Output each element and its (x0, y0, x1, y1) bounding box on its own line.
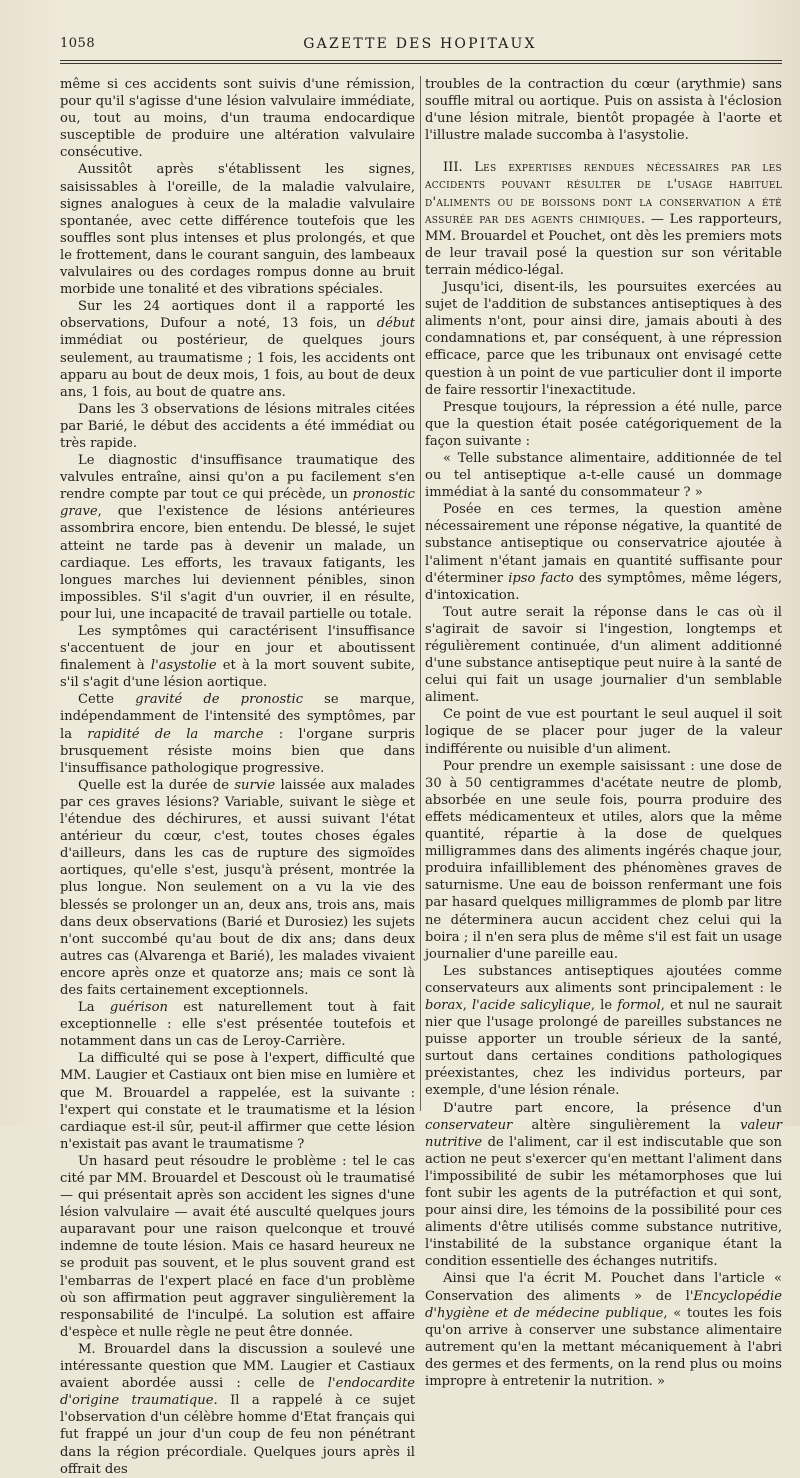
paragraph: Tout autre serait la réponse dans le cas où il s'agirait de savoir si l'ingestion, longtemps et régulièrement continuée, d'un aliment additionné d'une substance antiseptique peut nuire à la santé de celui qui fait un usage journalier d'un semblable aliment. (425, 604, 782, 706)
paragraph: Cette gravité de pronostic se marque, indépendamment de l'intensité des symptômes, par la rapidité de la marche : l'organe surpris brusquement résiste moins bien que dans l'insuffisance pathologique progressive. (60, 692, 416, 776)
running-title: GAZETTE DES HOPITAUX (303, 36, 537, 52)
column-divider (420, 76, 421, 1111)
paragraph: Ce point de vue est pourtant le seul auquel il soit logique de se placer pour juger de la valeur indifférente ou nuisible d'un aliment. (425, 707, 782, 757)
header-rule-thin (60, 63, 782, 64)
paragraph: D'autre part encore, la présence d'un conservateur altère singulièrement la valeur nutritive de l'aliment, car il est indiscutable que son action ne peut s'exercer qu'en mettant l'aliment dans l'impossibilité de subir les métamorphoses que lui font subir les agents de la putréfaction et qui sont, pour ainsi dire, les témoins de la possibilité pour ces aliments d'être utilisés comme substance nutritive, l'instabilité de la substance organique étant la condition essentielle des échanges nutritifs. (425, 1100, 782, 1270)
paragraph: Aussitôt après s'établissent les signes, saisissables à l'oreille, de la maladie valvulaire, signes analogues à ceux de la maladie valvulaire spontanée, avec cette différence toutefois que les souffles sont plus intenses et plus prolongés, et que le frottement, dans le courant sanguin, des lambeaux valvulaires ou des cordages rompus donne au bruit morbide une tonalité et des vibrations spéciales. (60, 162, 415, 298)
paragraph: La difficulté qui se pose à l'expert, difficulté que MM. Laugier et Castiaux ont bien mise en lumière et que M. Brouardel a rappelée, est la suivante : l'expert qui constate et le traumatisme et la lésion cardiaque est-il sûr, peut-il affirmer que cette lésion n'existait pas avant le traumatisme ? (60, 1051, 415, 1152)
paragraph: Quelle est la durée de survie laissée aux malades par ces graves lésions? Variable, suivant le siège et l'étendue des déchirures, et aussi suivant l'état antérieur du cœur, c'est, toutes choses égales d'ailleurs, dans les cas de rupture des sigmoïdes aortiques, qu'elle s'est, jusqu'à présent, montrée la plus longue. Non seulement on a vu la vie des blessés se prolonger un an, deux ans, trois ans, mais dans deux observations (Barié et Durosiez) les sujets n'ont succombé qu'au bout de dix ans; dans deux autres cas (Alvarenga et Barié), les malades vivaient encore après onze et quatorze ans; mais ce sont là des faits certainement exceptionnels. (60, 777, 416, 998)
quotation: « Telle substance alimentaire, additionnée de tel ou tel antiseptique a-t-elle causé un dommage immédiat à la santé du consommateur ? » (425, 450, 782, 501)
left-column (60, 76, 415, 1478)
page-number: 1058 (60, 36, 96, 51)
paragraph: Posée en ces termes, la question amène nécessairement une réponse négative, la quantité de substance antiseptique ou conservatrice ajoutée à l'aliment n'étant jamais en quantité suffisante pour d'éterminer ipso facto des symptômes, même légers, d'intoxication. (425, 502, 782, 603)
header-rule (60, 60, 782, 61)
paragraph: Les symptômes qui caractérisent l'insuffisance s'accentuent de jour en jour et aboutissent finalement à l'asystolie et à la mort souvent subite, s'il s'agit d'une lésion aortique. (60, 624, 415, 691)
paragraph: Les substances antiseptiques ajoutées comme conservateurs aux aliments sont principalement : le borax, l'acide salicylique, le formol, et nul ne saurait nier que l'usage prolongé de pareilles substances ne puisse apporter un trouble sérieux de la santé, surtout dans certaines conditions pathologiques préexistantes, chez les individus porteurs, par exemple, d'une lésion rénale. (425, 963, 782, 1099)
right-column (425, 76, 782, 1390)
paragraph: Sur les 24 aortiques dont il a rapporté les observations, Dufour a noté, 13 fois, un début immédiat ou postérieur, de quelques jours seulement, au traumatisme ; 1 fois, les accidents ont apparu au bout de deux mois, 1 fois, au bout de deux ans, 1 fois, au bout de quatre ans. (60, 299, 415, 400)
paragraph: Le diagnostic d'insuffisance traumatique des valvules entraîne, ainsi qu'on a pu facilement s'en rendre compte par tout ce qui précède, un pronostic grave, que l'existence de lésions antérieures assombrira encore, bien entendu. De blessé, le sujet atteint ne tarde pas à devenir un malade, un cardiaque. Les efforts, les travaux fatigants, les longues marches lui deviennent pénibles, sinon impossibles. S'il s'agit d'un ouvrier, il en résulte, pour lui, une incapacité de travail partielle ou totale. (60, 453, 415, 622)
paragraph: même si ces accidents sont suivis d'une rémission, pour qu'il s'agisse d'une lésion valvulaire immédiate, ou, tout au moins, d'un trauma endocardique susceptible de produire une altération valvulaire consécutive. (60, 77, 415, 161)
paragraph: Ainsi que l'a écrit M. Pouchet dans l'article « Conservation des aliments » de l'Encyclopédie d'hygiène et de médecine publique, « toutes les fois qu'on arrive à conserver une substance alimentaire autrement qu'en la mettant mécaniquement à l'abri des germes et des ferments, on la rend plus ou moins impropre à entretenir la nutrition. » (425, 1271, 782, 1390)
paragraph: Jusqu'ici, disent-ils, les poursuites exercées au sujet de l'addition de substances antiseptiques à des aliments n'ont, pour ainsi dire, jamais abouti à des condamnations et, par conséquent, à une répression efficace, parce que les tribunaux ont envisagé cette question à un point de vue particulier dont il importe de faire ressortir l'inexactitude. (425, 280, 782, 398)
section-heading: III. Les expertises rendues nécessaires par les accidents pouvant résulter de l'usage habituel d'aliments ou de boissons dont la conservation a été assurée par des agents chimiques. — Les rapporteurs, MM. Brouardel et Pouchet, ont dès les premiers mots de leur travail posé la question sur son véritable terrain médico-légal. (425, 160, 783, 278)
paragraph: Presque toujours, la répression a été nulle, parce que la question était posée catégoriquement de la façon suivante : (425, 399, 782, 449)
paragraph: La guérison est naturellement tout à fait exceptionnelle : elle s'est présentée toutefois et notamment dans un cas de Leroy-Carrière. (60, 1000, 415, 1050)
paragraph: Pour prendre un exemple saisissant : une dose de 30 à 50 centigrammes d'acétate neutre de plomb, absorbée en une seule fois, pourra produire des effets médicamenteux et utiles, alors que la même quantité, répartie à la dose de quelques milligrammes dans des aliments ingérés chaque jour, produira infailliblement des phénomènes graves de saturnisme. Une eau de boisson renfermant une fois par hasard quelques milligrammes de plomb par litre ne déterminera aucun accident chez celui qui la boira ; il n'en sera plus de même s'il est fait un usage journalier d'une pareille eau. (425, 758, 782, 962)
paragraph: troubles de la contraction du cœur (arythmie) sans souffle mitral ou aortique. Puis on assista à l'éclosion d'une lésion mitrale, bientôt propagée à l'aorte et l'illustre malade succomba à l'asystolie. (425, 77, 782, 144)
page-header (60, 36, 780, 58)
paragraph: Un hasard peut résoudre le problème : tel le cas cité par MM. Brouardel et Descoust où le traumatisé — qui présentait après son accident les signes d'une lésion valvulaire — avait été ausculté quelques jours auparavant pour une raison quelconque et trouvé indemne de toute lésion. Mais ce hasard heureux ne se produit pas souvent, et le plus souvent grand est l'embarras de l'expert placé en face d'un problème où son affirmation peut aggraver singulièrement la responsabilité de l'inculpé. La solution est affaire d'espèce et nulle règle ne peut être donnée. (60, 1153, 415, 1340)
paragraph: M. Brouardel dans la discussion a soulevé une intéressante question que MM. Laugier et Castiaux avaient abordée aussi : celle de l'endocardite d'origine traumatique. Il a rappelé à ce sujet l'observation d'un célèbre homme d'Etat français qui fut frappé un jour d'un coup de feu non pénétrant dans la région précordiale. Quelques jours après il offrait des (60, 1341, 415, 1477)
paragraph: Dans les 3 observations de lésions mitrales citées par Barié, le début des accidents a été immédiat ou très rapide. (60, 401, 415, 451)
